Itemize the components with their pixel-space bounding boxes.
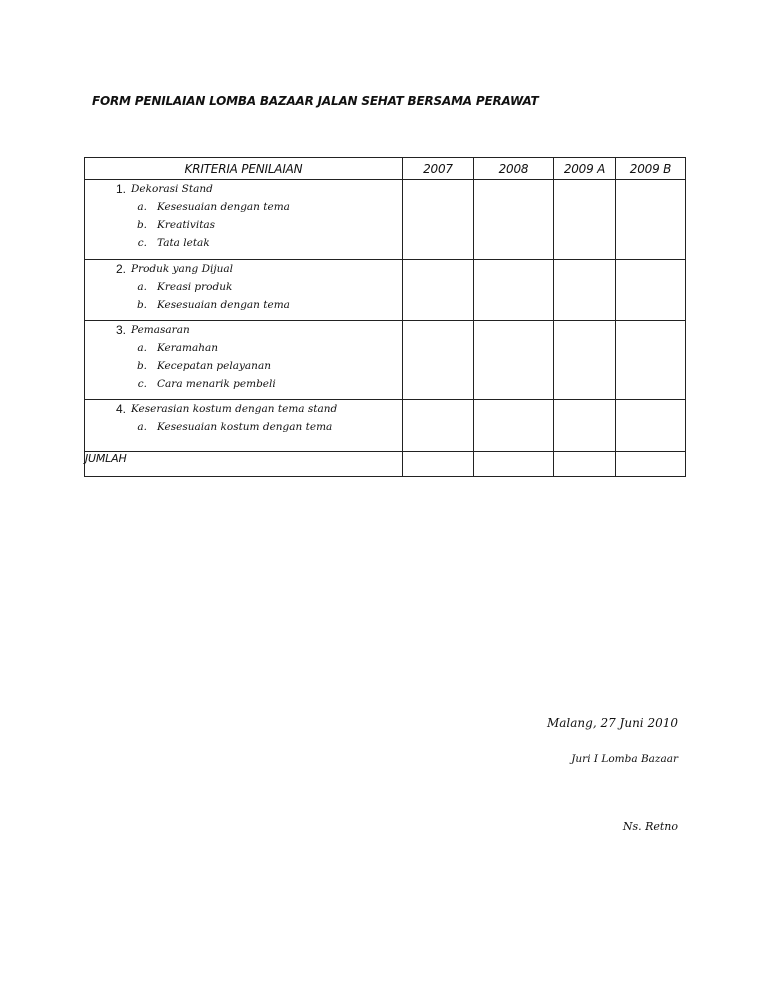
sub-criterion-letter: b.	[136, 299, 147, 311]
header-criteria: KRITERIA PENILAIAN	[85, 158, 403, 180]
criteria-cell	[85, 260, 403, 321]
score-cell[interactable]	[616, 321, 686, 400]
form-title: FORM PENILAIAN LOMBA BAZAAR JALAN SEHAT BERSAMA PERAWAT	[92, 94, 539, 108]
assessment-table	[84, 157, 686, 477]
header-2009b: 2009 B	[616, 158, 686, 180]
score-cell[interactable]	[616, 400, 686, 452]
sub-criterion-letter: c.	[137, 378, 147, 390]
score-cell[interactable]	[616, 180, 686, 260]
score-cell[interactable]	[554, 260, 616, 321]
sub-criterion-letter: a.	[137, 281, 147, 293]
total-cell[interactable]	[616, 452, 686, 477]
sub-criterion-letter: a.	[137, 342, 147, 354]
score-cell[interactable]	[403, 400, 474, 452]
header-2008: 2008	[474, 158, 554, 180]
score-cell[interactable]	[554, 400, 616, 452]
sub-criterion-label: Kreativitas	[157, 219, 216, 231]
sub-criterion-label: Kesesuaian dengan tema	[157, 201, 290, 213]
total-row	[85, 452, 686, 477]
score-cell[interactable]	[403, 321, 474, 400]
criteria-cell	[85, 321, 403, 400]
criterion-label: Produk yang Dijual	[131, 263, 234, 275]
score-cell[interactable]	[403, 180, 474, 260]
sub-criterion-label: Kreasi produk	[157, 281, 233, 293]
sub-criterion-label: Kesesuaian dengan tema	[157, 299, 290, 311]
sub-criterion-label: Cara menarik pembeli	[157, 378, 276, 390]
criteria-cell	[85, 400, 403, 452]
score-cell[interactable]	[474, 260, 554, 321]
criteria-cell	[85, 180, 403, 260]
criterion-number: 3.	[115, 323, 126, 337]
sub-criterion-letter: b.	[136, 360, 147, 372]
judge-role: Juri I Lomba Bazaar	[571, 753, 678, 765]
score-cell[interactable]	[554, 321, 616, 400]
sub-criterion-letter: b.	[136, 219, 147, 231]
judge-name: Ns. Retno	[622, 820, 678, 833]
place-date: Malang, 27 Juni 2010	[546, 716, 678, 730]
table-row	[85, 180, 686, 260]
header-2007: 2007	[403, 158, 474, 180]
header-row	[85, 158, 686, 180]
criterion-number: 2.	[115, 262, 126, 276]
score-cell[interactable]	[403, 260, 474, 321]
sub-criterion-label: Kecepatan pelayanan	[157, 360, 271, 372]
table-row	[85, 260, 686, 321]
score-cell[interactable]	[554, 180, 616, 260]
total-cell[interactable]	[554, 452, 616, 477]
sub-criterion-letter: a.	[137, 201, 147, 213]
total-cell[interactable]	[403, 452, 474, 477]
score-cell[interactable]	[474, 321, 554, 400]
header-2009a: 2009 A	[554, 158, 616, 180]
sub-criterion-label: Kesesuaian kostum dengan tema	[157, 421, 333, 433]
sub-criterion-letter: a.	[137, 421, 147, 433]
score-cell[interactable]	[474, 400, 554, 452]
criterion-label: Pemasaran	[131, 324, 190, 336]
sub-criterion-letter: c.	[137, 237, 147, 249]
sub-criterion-label: Keramahan	[157, 342, 219, 354]
criterion-label: Keserasian kostum dengan tema stand	[131, 403, 338, 415]
criterion-number: 1.	[115, 182, 126, 196]
total-label: JUMLAH	[85, 452, 403, 477]
score-cell[interactable]	[474, 180, 554, 260]
sub-criterion-label: Tata letak	[157, 237, 210, 249]
table-row	[85, 321, 686, 400]
total-cell[interactable]	[474, 452, 554, 477]
criterion-label: Dekorasi Stand	[131, 183, 213, 195]
table-row	[85, 400, 686, 452]
criterion-number: 4.	[115, 402, 126, 416]
score-cell[interactable]	[616, 260, 686, 321]
